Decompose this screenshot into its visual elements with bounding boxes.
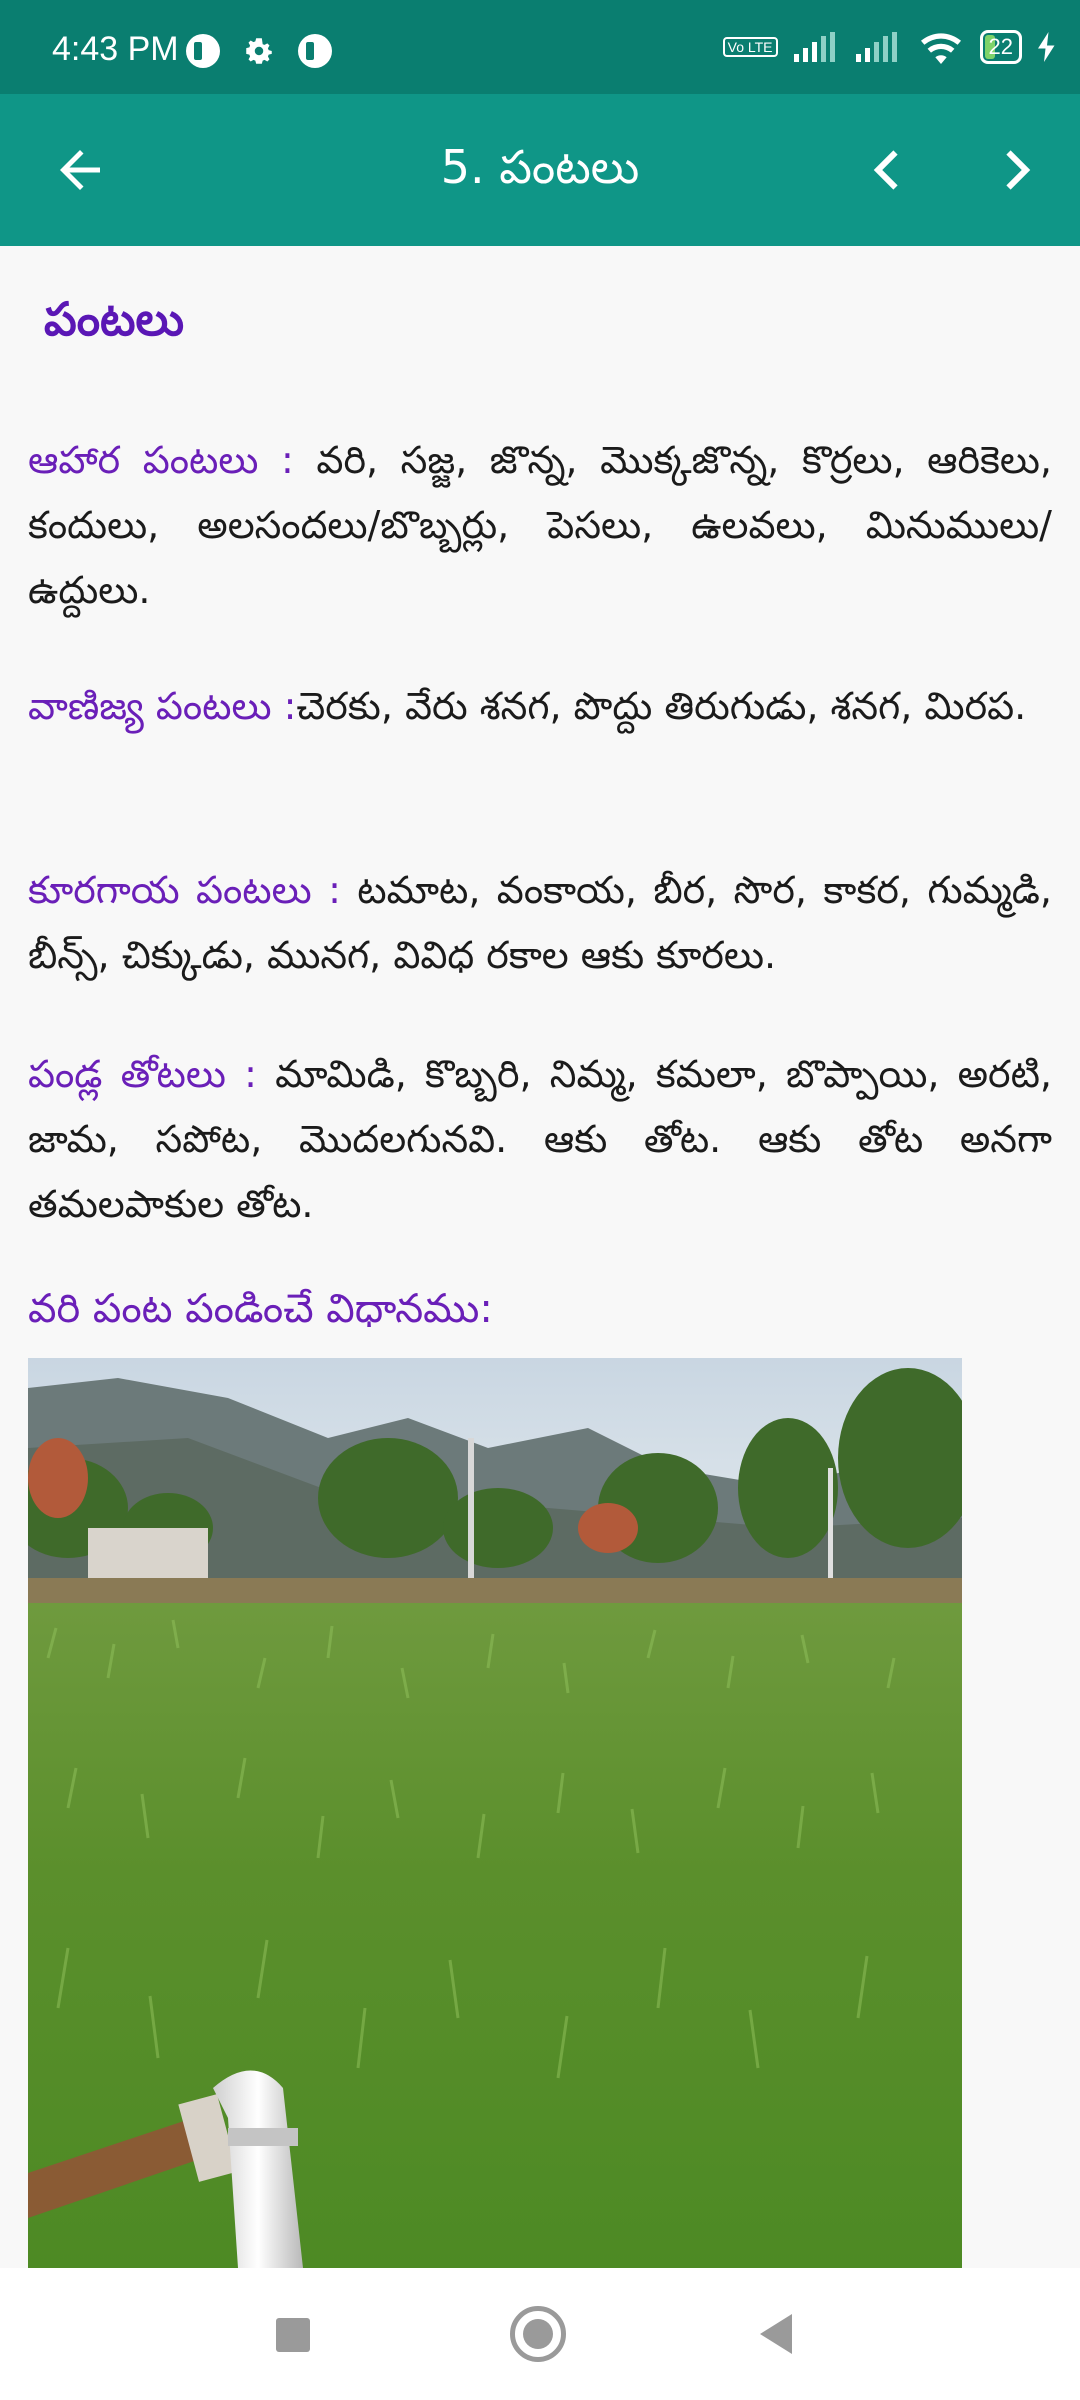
- section-heading: పంటలు: [44, 292, 185, 346]
- status-bar: [0, 0, 1080, 94]
- status-left-icons: [186, 34, 332, 68]
- paragraph-fruit-gardens: [28, 1042, 1052, 1237]
- paragraph-commercial-crops: [28, 674, 1052, 739]
- chevron-right-icon[interactable]: [986, 140, 1046, 200]
- paragraph-text: టమాట, వంకాయ, బీర, సొర, కాకర, గుమ్మడి, బీన్స్, చిక్కుడు, మునగ, వివిధ రకాల ఆకు కూరలు.: [28, 868, 1052, 977]
- home-button[interactable]: [510, 2306, 566, 2362]
- article-content[interactable]: [0, 246, 1080, 2268]
- notification-app-icon: [186, 34, 220, 68]
- paddy-field-image: [28, 1358, 962, 2268]
- signal-icon-2: [856, 32, 902, 62]
- paragraph-text: మామిడి, కొబ్బరి, నిమ్మ, కమలా, బొప్పాయి, అరటి, జామ, సపోట, మొదలగునవి. ఆకు తోట. ఆకు తోట అనగా తమలపాకుల తోట.: [28, 1052, 1052, 1226]
- paragraph-label: ఆహార పంటలు :: [28, 438, 294, 482]
- app-bar: [0, 94, 1080, 246]
- paragraph-vegetable-crops: [28, 858, 1052, 988]
- status-time: 4:43 PM: [52, 30, 179, 68]
- paragraph-food-crops: [28, 428, 1052, 623]
- page-title: 5. పంటలు: [440, 140, 640, 194]
- recents-button[interactable]: [276, 2318, 310, 2352]
- notification-app-icon-2: [298, 34, 332, 68]
- paragraph-label: పండ్ల తోటలు :: [28, 1052, 257, 1096]
- paddy-method-heading: వరి పంట పండించే విధానము:: [28, 1286, 493, 1332]
- paragraph-text: వరి, సజ్జ, జొన్న, మొక్కజొన్న, కొర్రలు, ఆరికెలు, కందులు, అలసందలు/బొబ్బర్లు, పెసలు, ఉలవలు, మినుములు/ఉద్దులు.: [28, 438, 1052, 612]
- battery-icon: 22: [980, 30, 1022, 64]
- system-nav-bar: [0, 2268, 1080, 2400]
- chevron-left-icon[interactable]: [858, 140, 918, 200]
- system-back-button[interactable]: [760, 2314, 792, 2354]
- status-right-icons: [723, 30, 1056, 64]
- settings-icon: [242, 34, 276, 68]
- paragraph-label: వాణిజ్య పంటలు :: [28, 684, 297, 728]
- charging-icon: [1038, 32, 1056, 62]
- paragraph-label: కూరగాయ పంటలు :: [28, 868, 341, 912]
- signal-icon: [794, 32, 840, 62]
- wifi-icon: [918, 30, 964, 64]
- volte-icon: Vo LTE: [723, 37, 778, 57]
- paragraph-text: చెరకు, వేరు శనగ, పొద్దు తిరుగుడు, శనగ, మిరప.: [296, 684, 1027, 728]
